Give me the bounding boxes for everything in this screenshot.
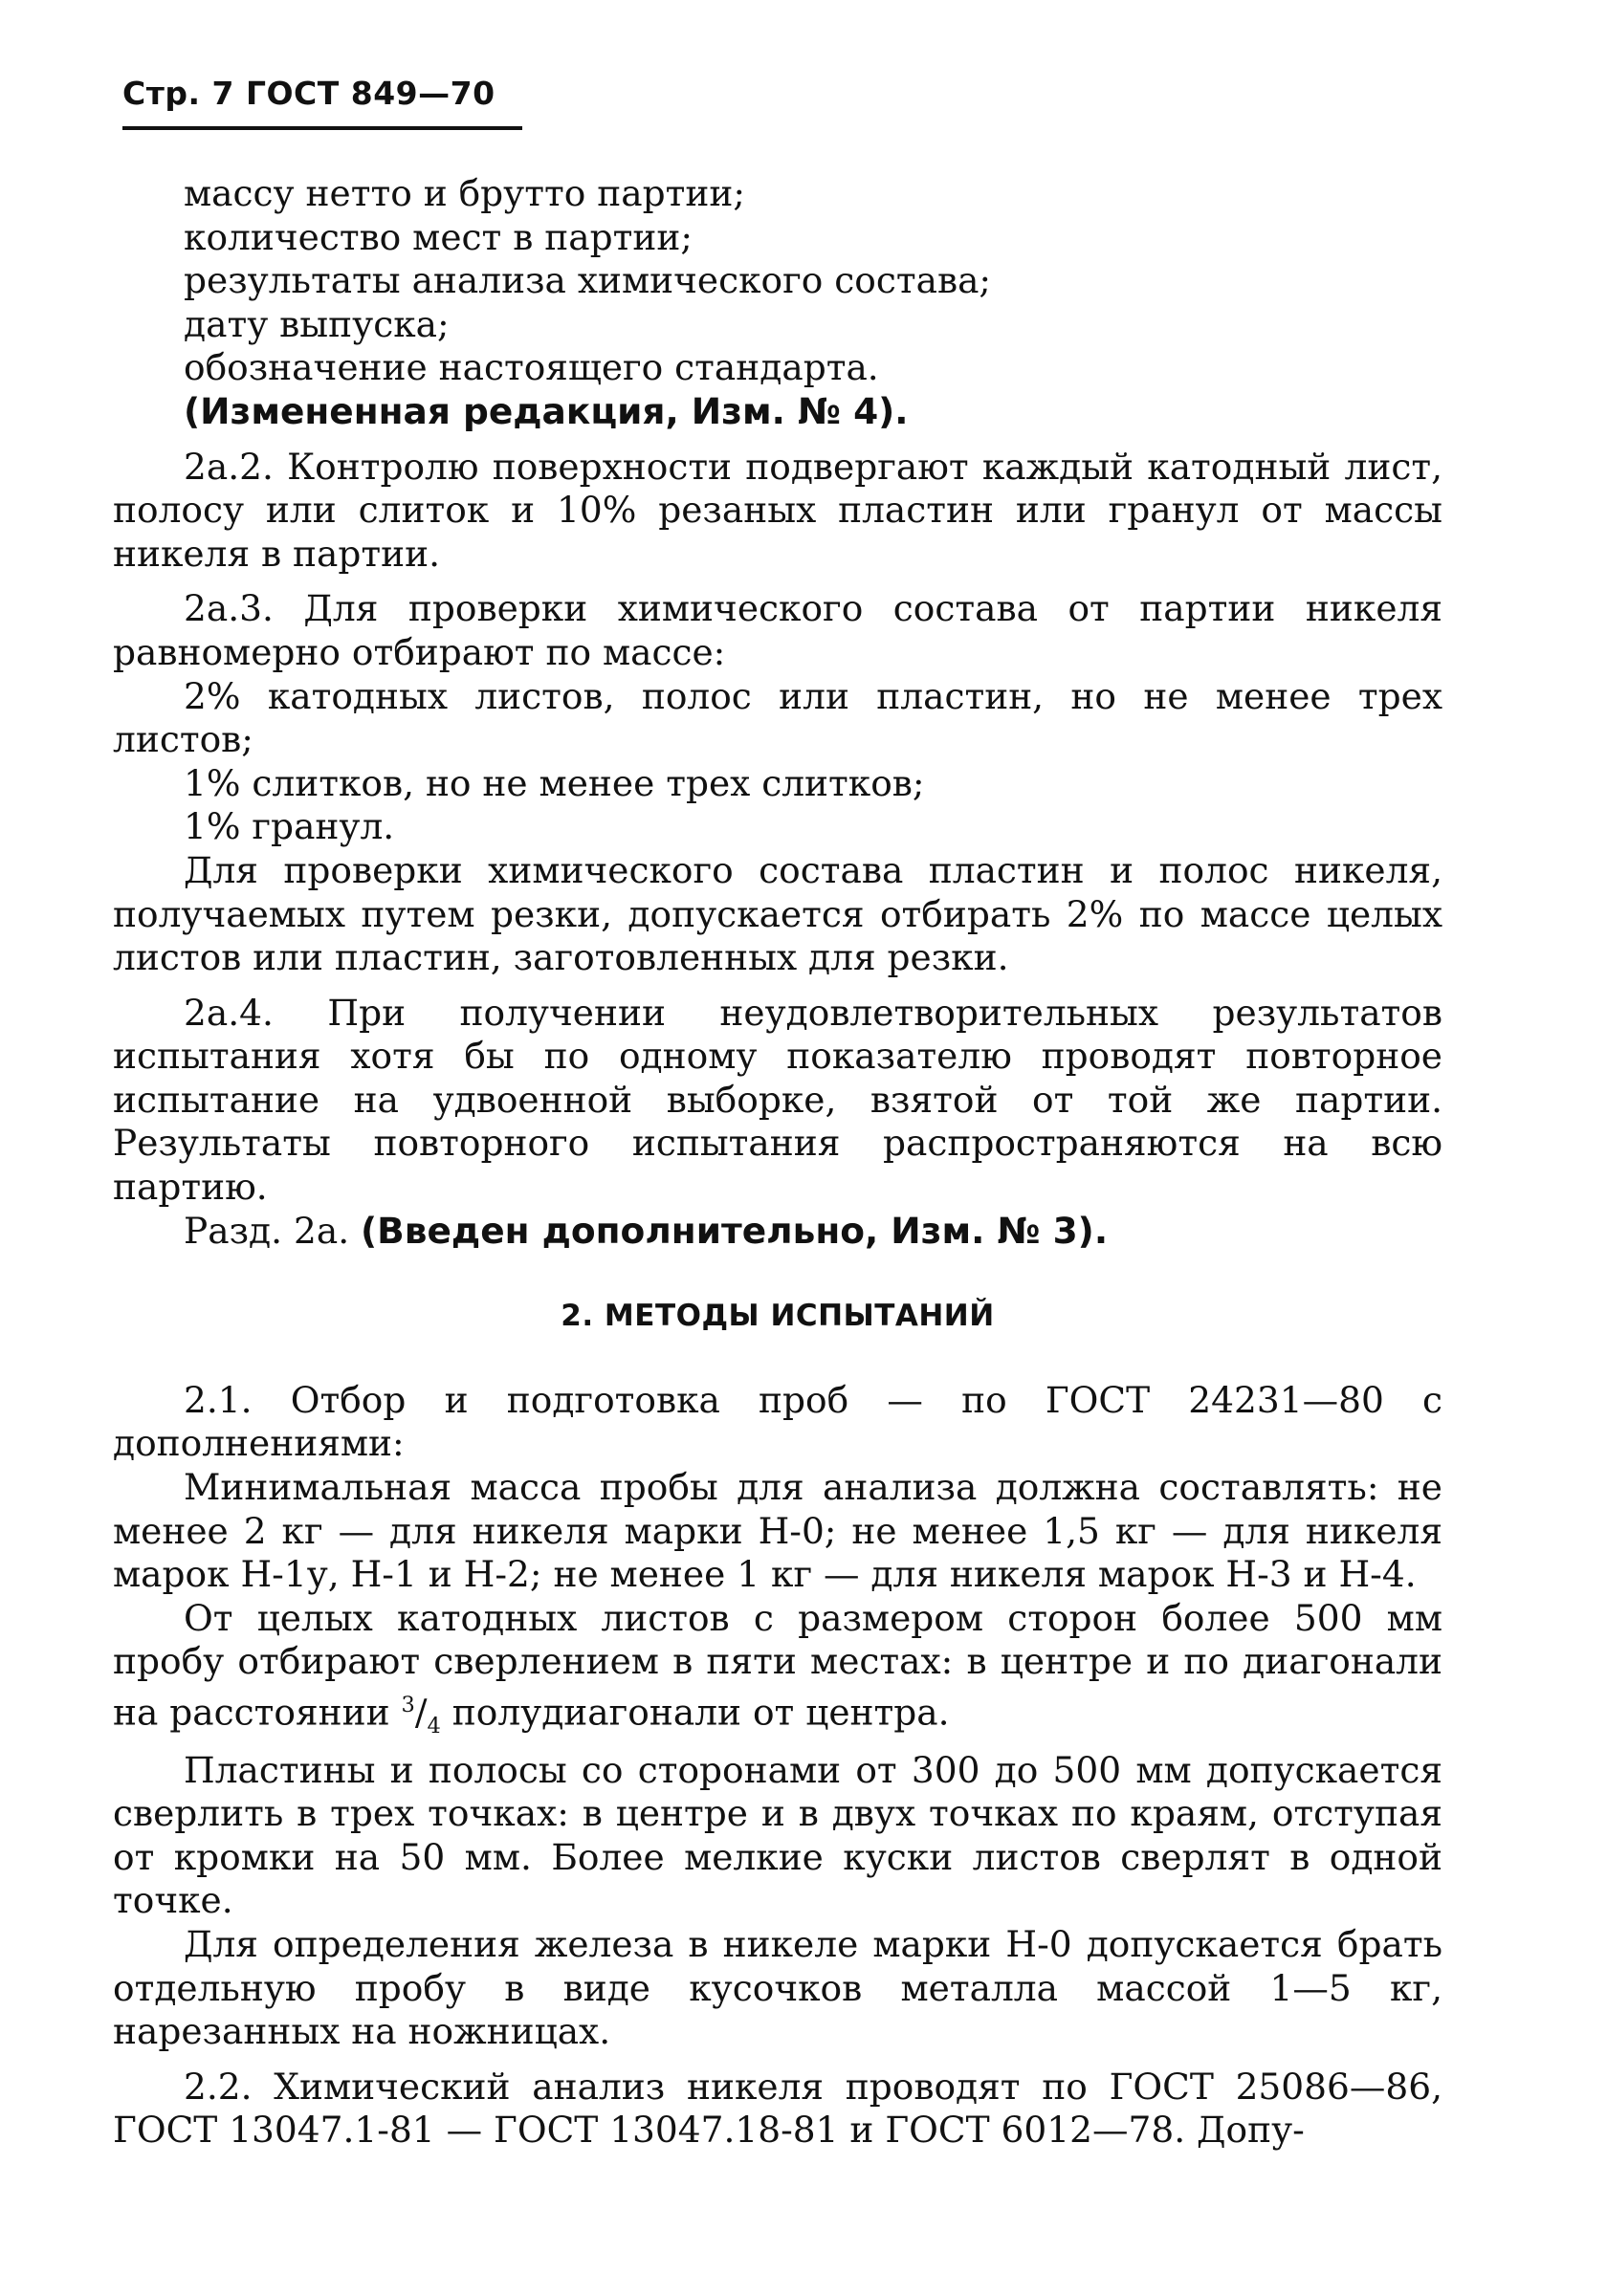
cathode-text-a: От целых катодных листов с размером сторон более 500 мм пробу отбирают сверлением в пяти местах: в центре и по диагонали на расстоянии <box>113 1596 1442 1734</box>
section-2a-note <box>113 1210 1442 1254</box>
clause-2-1: 2.1. Отбор и подготовка проб — по ГОСТ 24231—80 с дополнениями: <box>113 1378 1442 1465</box>
list-item: обозначение настоящего стандарта. <box>184 346 879 389</box>
amendment-note-4: (Измененная редакция, Изм. № 4). <box>184 389 909 432</box>
cathode-sampling-paragraph: От целых катодных листов с размером сторон более 500 мм пробу отбирают сверлением в пяти местах: в центре и по диагонали на расстоянии $^3/_4$ полудиагонали от центра. <box>113 1596 1442 1738</box>
clause-2a4: 2а.4. При получении неудовлетворительных результатов испытания хотя бы по одному показателю проводят повторное испытание на удвоенной выборке, взятой от той же партии. Результаты повторного испытания распространяются на всю партию. <box>113 991 1442 1209</box>
min-mass-paragraph: Минимальная масса пробы для анализа должна составлять: не менее 2 кг — для никеля марки Н-0; не менее 1,5 кг — для никеля марок Н-1у, Н-1 и Н-2; не менее 1 кг — для никеля марок Н-3 и Н-4. <box>113 1466 1442 1596</box>
list-item: количество мест в партии; <box>184 215 693 258</box>
list-item: дату выпуска; <box>184 302 450 345</box>
list-item: массу нетто и брутто партии; <box>184 172 745 214</box>
plates-paragraph: Пластины и полосы со сторонами от 300 до 500 мм допускается сверлить в трех точках: в центре и в двух точках по краям, отступая от кромки на 50 мм. Более мелкие куски листов сверлят в одной точке. <box>113 1748 1442 1922</box>
iron-paragraph: Для определения железа в никеле марки Н-0 допускается брать отдельную пробу в виде кусочков металла массой 1—5 кг, нарезанных на ножницах. <box>113 1922 1442 2053</box>
clause-2a3-item: 2% катодных листов, полос или пластин, но не менее трех листов; <box>113 674 1442 761</box>
header-rule <box>122 126 522 130</box>
amendment-note-3: (Введен дополнительно, Изм. № 3). <box>361 1209 1109 1252</box>
cathode-text-b: полудиагонали от центра. <box>451 1691 950 1734</box>
clause-2a2: 2а.2. Контролю поверхности подвергают каждый катодный лист, полосу или слиток и 10% резаных пластин или гранул от массы никеля в партии. <box>113 445 1442 575</box>
fraction-denominator: 4 <box>427 1714 441 1738</box>
clause-2a3-intro: 2а.3. Для проверки химического состава от партии никеля равномерно отбирают по массе: <box>113 587 1442 673</box>
clause-2a3-item: 1% гранул. <box>184 805 395 848</box>
section-heading: 2. МЕТОДЫ ИСПЫТАНИЙ <box>561 1299 995 1334</box>
page-body <box>113 172 1442 2153</box>
section-2a-prefix: Разд. 2а. <box>184 1209 350 1252</box>
clause-2a3-item: 1% слитков, но не менее трех слитков; <box>184 761 925 804</box>
clause-2a3-note: Для проверки химического состава пластин и полос никеля, получаемых путем резки, допускается отбирать 2% по массе целых листов или пластин, заготовленных для резки. <box>113 848 1442 979</box>
running-head: Стр. 7 ГОСТ 849—70 <box>122 75 495 112</box>
clause-2-2: 2.2. Химический анализ никеля проводят по ГОСТ 25086—86, ГОСТ 13047.1-81 — ГОСТ 13047.18-81 и ГОСТ 6012—78. Допу- <box>113 2065 1442 2152</box>
list-continuation <box>113 172 1442 434</box>
list-item: результаты анализа химического состава; <box>184 259 992 302</box>
fraction-numerator: 3 <box>401 1693 415 1717</box>
